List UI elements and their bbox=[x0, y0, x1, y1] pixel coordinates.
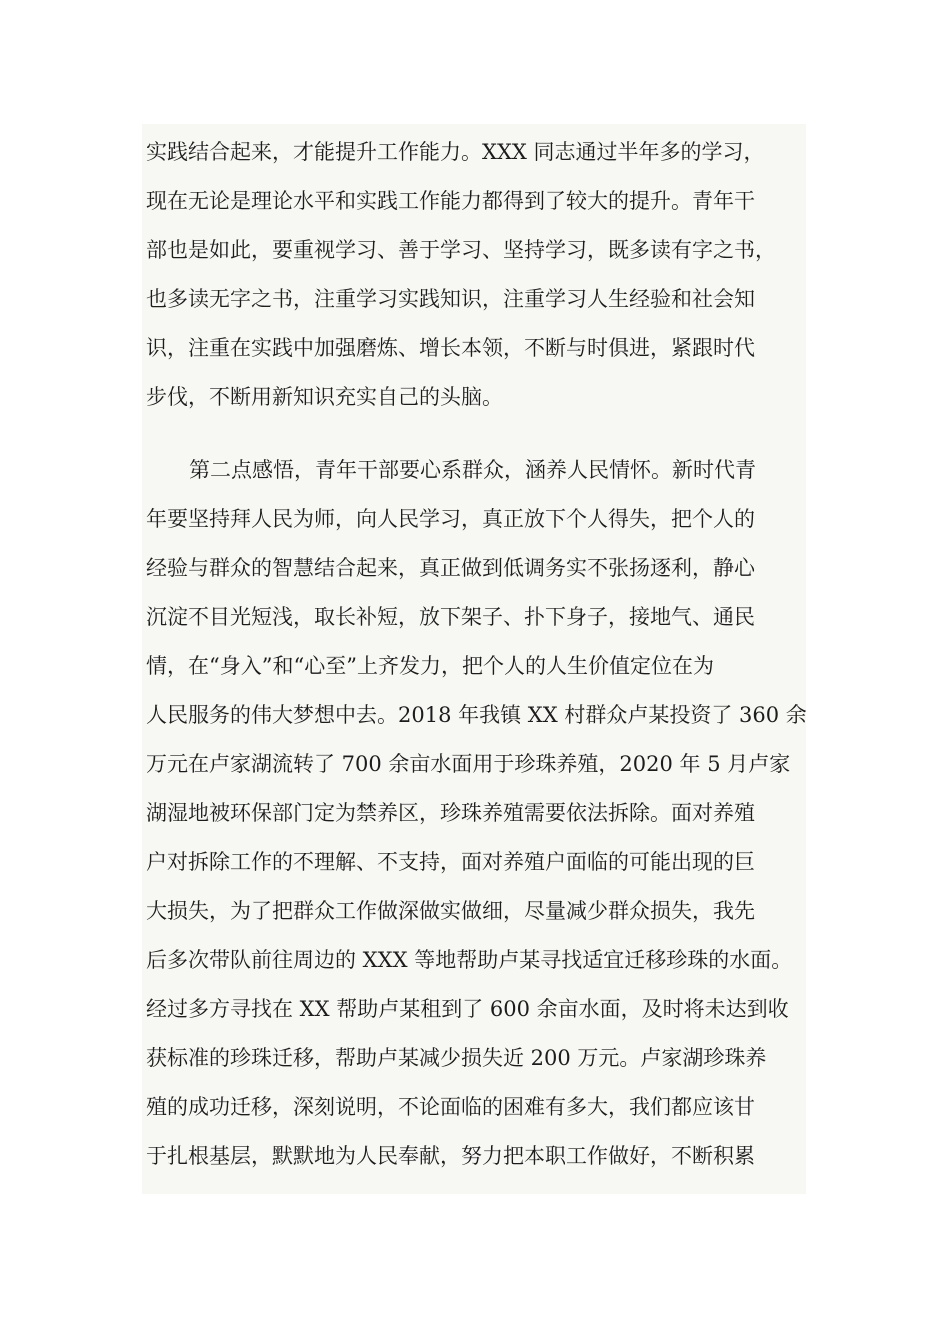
paragraph-line: 人民服务的伟大梦想中去。2018 年我镇 XX 村群众卢某投资了 360 余 bbox=[146, 703, 807, 727]
paragraph-line: 沉淀不目光短浅，取长补短，放下架子、扑下身子，接地气、通民 bbox=[146, 605, 755, 629]
paragraph-line: 经过多方寻找在 XX 帮助卢某租到了 600 余亩水面，及时将未达到收 bbox=[146, 997, 789, 1021]
paragraph-line: 步伐，不断用新知识充实自己的头脑。 bbox=[146, 385, 503, 409]
paragraph-line: 殖的成功迁移，深刻说明，不论面临的困难有多大，我们都应该甘 bbox=[146, 1095, 755, 1119]
paragraph-line: 部也是如此，要重视学习、善于学习、坚持学习，既多读有字之书， bbox=[146, 238, 776, 262]
paragraph-line: 实践结合起来，才能提升工作能力。XXX 同志通过半年多的学习， bbox=[146, 140, 765, 164]
paragraph-line: 第二点感悟，青年干部要心系群众，涵养人民情怀。新时代青 bbox=[189, 458, 756, 482]
paragraph-line: 也多读无字之书，注重学习实践知识，注重学习人生经验和社会知 bbox=[146, 287, 755, 311]
paragraph-line: 识，注重在实践中加强磨炼、增长本领，不断与时俱进，紧跟时代 bbox=[146, 336, 755, 360]
paragraph-line: 大损失，为了把群众工作做深做实做细，尽量减少群众损失，我先 bbox=[146, 899, 755, 923]
paragraph-line: 情，在“身入”和“心至”上齐发力，把个人的人生价值定位在为 bbox=[146, 654, 714, 678]
paragraph-line: 万元在卢家湖流转了 700 余亩水面用于珍珠养殖，2020 年 5 月卢家 bbox=[146, 752, 791, 776]
paragraph-line: 后多次带队前往周边的 XXX 等地帮助卢某寻找适宜迁移珍珠的水面。 bbox=[146, 948, 793, 972]
paragraph-line: 户对拆除工作的不理解、不支持，面对养殖户面临的可能出现的巨 bbox=[146, 850, 755, 874]
paragraph-line: 于扎根基层，默默地为人民奉献，努力把本职工作做好，不断积累 bbox=[146, 1144, 755, 1168]
paragraph-line: 经验与群众的智慧结合起来，真正做到低调务实不张扬逐利，静心 bbox=[146, 556, 755, 580]
paragraph-line: 湖湿地被环保部门定为禁养区，珍珠养殖需要依法拆除。面对养殖 bbox=[146, 801, 755, 825]
paragraph-line: 获标准的珍珠迁移，帮助卢某减少损失近 200 万元。卢家湖珍珠养 bbox=[146, 1046, 767, 1070]
paragraph-line: 年要坚持拜人民为师，向人民学习，真正放下个人得失，把个人的 bbox=[146, 507, 755, 531]
paragraph-line: 现在无论是理论水平和实践工作能力都得到了较大的提升。青年干 bbox=[146, 189, 755, 213]
